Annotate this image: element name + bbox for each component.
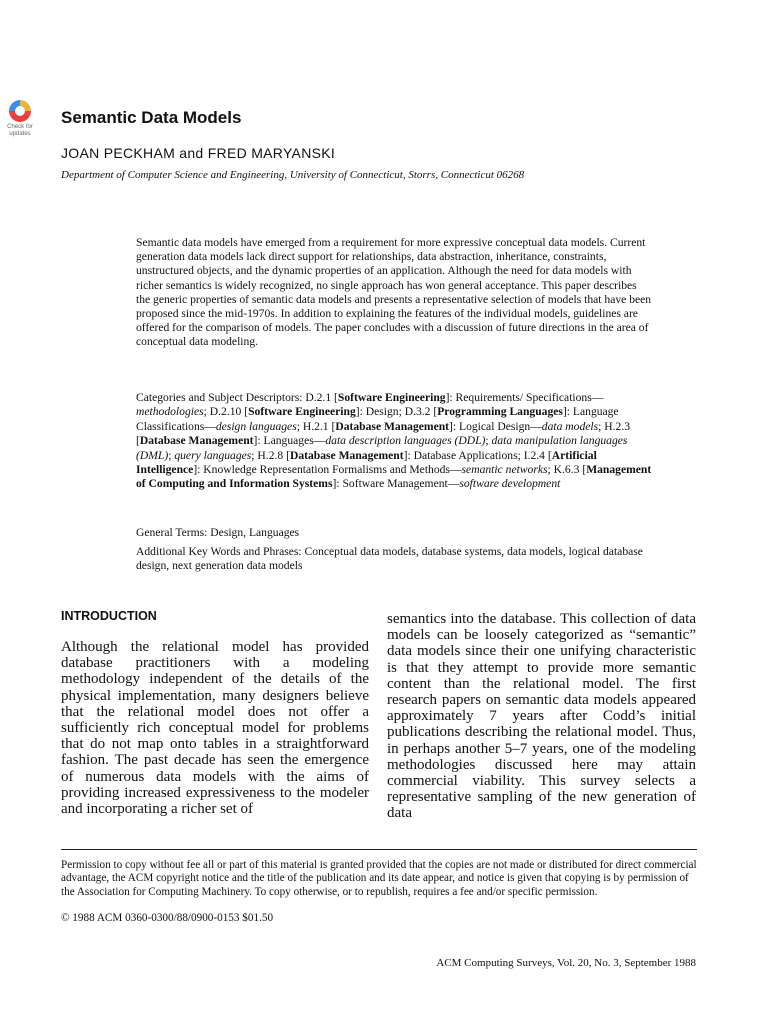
intro-column-right: semantics into the database. This collection of data models can be loosely categorized as “semantic” data models since their one unifying characteristic is that they attempt to provide more semantic content than the relational model. The first research papers on semantic data models appeared approximately 7 years after Codd’s initial publications describing the relational model. Thus, in perhaps another 5–7 years, one of the modeling methodologies discussed here may attain commercial viability. This survey selects a representative sampling of the new generation of data [387,611,696,822]
cats-text: ]: Logical Design— [449,419,542,433]
badge-line-2: updates [9,131,31,137]
cats-bold: Artificial Intelligence [136,448,597,477]
check-for-updates-label [2,124,38,138]
cats-text: ; H.2.8 [ [251,448,290,462]
intro-column-left: Although the relational model has provided database practitioners with a modeling methodology independent of the details of the physical implementation, many designers believe that the relational model does not offer a sufficiently rich conceptual model for problems that do not map onto tables in a straightforward fashion. The past decade has seen the emergence of numerous data models with the aims of providing increased expressiveness to the modeler and incorporating a richer set of [61,639,369,818]
check-for-updates-badge[interactable] [2,100,38,144]
cats-italic: software development [459,477,561,491]
cats-bold: Database Management [335,419,450,433]
cats-italic: data description languages (DDL) [325,434,486,448]
cats-text: Categories and Subject Descriptors: D.2.1 [ [136,391,338,404]
cats-text: ; [485,434,492,448]
copyright-line: © 1988 ACM 0360-0300/88/0900-0153 $01.50 [61,912,274,924]
categories-descriptors [136,391,656,492]
general-terms: General Terms: Design, Languages [136,526,300,539]
cats-text: ; [168,448,175,462]
cats-text: ]: Database Applications; I.2.4 [ [403,448,552,462]
paper-title: Semantic Data Models [61,108,242,127]
cats-bold: Management of Computing and Information Systems [136,463,652,491]
affiliation: Department of Computer Science and Engineering, University of Connecticut, Storrs, Connecticut 06268 [61,169,525,181]
cats-italic: semantic networks [461,463,548,477]
permission-notice: Permission to copy without fee all or part of this material is granted provided that the copies are not made or distributed for direct commercial advantage, the ACM copyright notice and the title of the publication and its date appear, and notice is given that copying is by permission of the Association for Computing Machinery. To copy otherwise, or to republish, requires a fee and/or specific permission. [61,859,697,898]
journal-footer: ACM Computing Surveys, Vol. 20, No. 3, September 1988 [436,957,696,969]
abstract: Semantic data models have emerged from a requirement for more expressive conceptual data models. Current generation data models lack direct support for relationships, data abstraction, inheritance, constraints, unstructured objects, and the dynamic properties of an application. Although the need for data models with richer semantics is widely recognized, no single approach has won general acceptance. This paper describes the generic properties of semantic data models and presents a representative selection of models that have been proposed since the mid-1970s. In addition to explaining the features of the individual models, guidelines are offered for the comparison of models. The paper concludes with a discussion of future directions in the area of conceptual data modeling. [136,236,652,349]
cats-bold: Software Engineering [248,405,356,419]
cats-text: ]: Knowledge Representation Formalisms and Methods— [193,463,462,477]
cats-bold: Software Engineering [337,391,446,404]
cats-text: ; H.2.3 [ [136,419,631,448]
cats-text: ; H.2.1 [ [296,419,336,433]
authors: JOAN PECKHAM and FRED MARYANSKI [61,145,336,161]
cats-italic: design languages [215,419,297,433]
cats-text: ; D.2.10 [ [203,405,249,419]
cats-text: ]: Software Management— [332,477,460,491]
cats-bold: Programming Languages [437,405,563,419]
cats-italic: methodologies [136,405,204,419]
cats-text: ]: Design; D.3.2 [ [355,405,438,419]
cats-bold: Database Management [139,434,254,448]
badge-line-1: Check for [7,124,33,130]
footnote-divider [61,849,697,850]
additional-keywords: Additional Key Words and Phrases: Conceptual data models, database systems, data models, logical database design, next generation data models [136,545,643,573]
cats-bold: Database Management [289,448,404,462]
cats-text: ]: Requirements/ Specifications— [445,391,604,404]
introduction-heading: INTRODUCTION [61,609,157,623]
cats-italic: data models [541,419,599,433]
cats-text: ]: Language Classifications— [136,405,619,433]
cats-text: ]: Languages— [253,434,326,448]
check-for-updates-icon [9,100,31,122]
cats-italic: data manipulation languages (DML) [136,434,628,462]
cats-text: ; K.6.3 [ [547,463,587,477]
cats-italic: query languages [174,448,252,462]
